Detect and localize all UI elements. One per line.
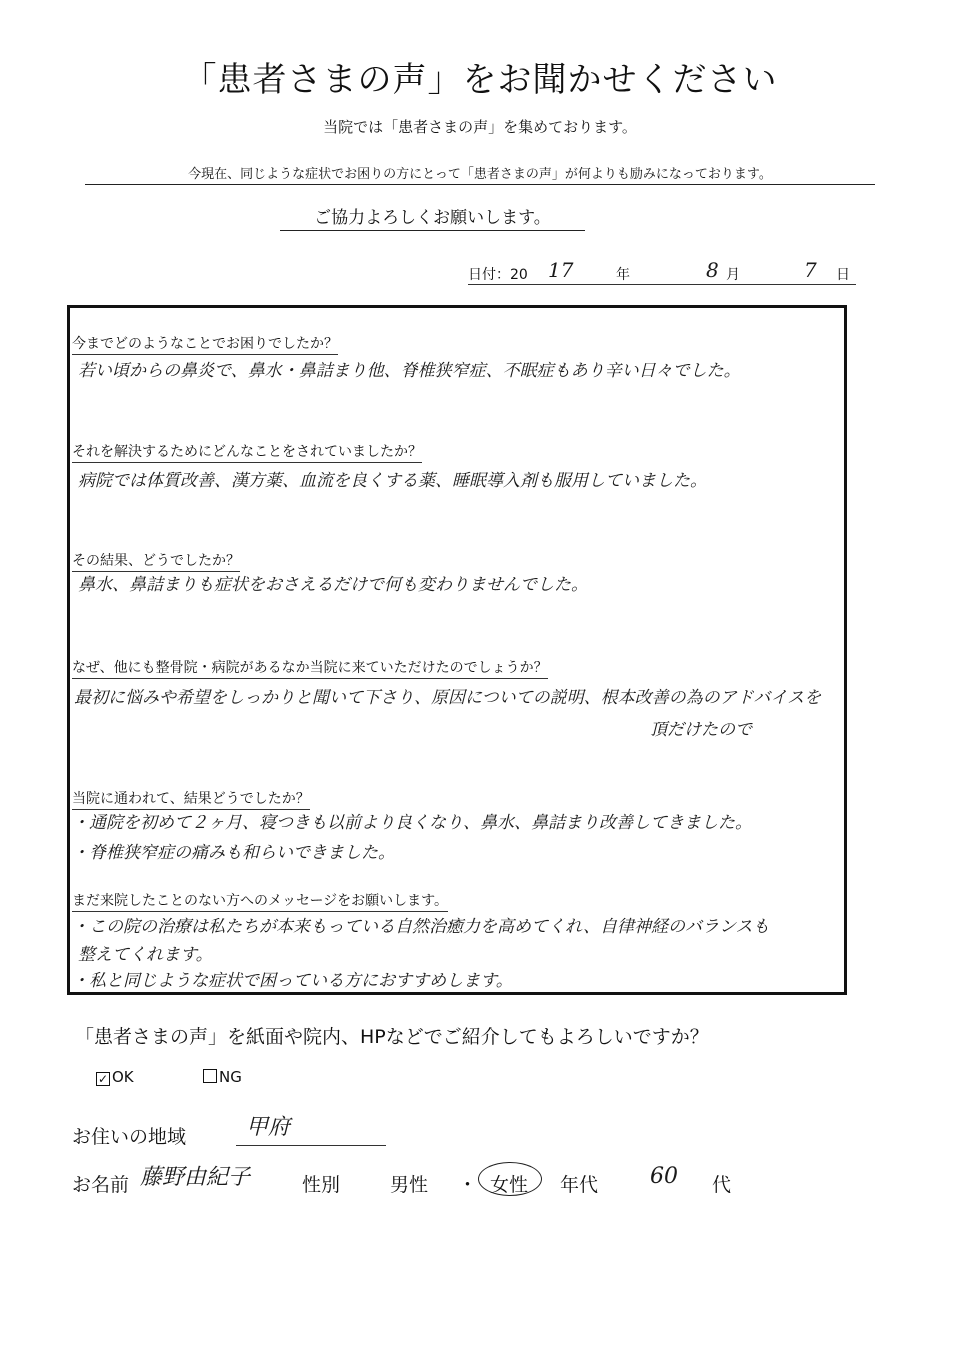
consent-ok-option[interactable] (96, 1068, 134, 1086)
name-label: お名前 (72, 1174, 130, 1196)
answer-3-line-1: 鼻水、鼻詰まりも症状をおさえるだけで何も変わりませんでした。 (78, 575, 588, 595)
date-year-label: 年 (616, 267, 630, 283)
form-request-text: ご協力よろしくお願いします。 (280, 203, 585, 231)
age-suffix: 代 (712, 1174, 732, 1196)
question-6: まだ来院したことのない方へのメッセージをお願いします。 (72, 890, 448, 912)
answer-5-line-2: ・脊椎狭窄症の痛みも和らいできました。 (72, 843, 395, 863)
ng-checkbox-icon[interactable] (203, 1069, 217, 1083)
consent-question: 「患者さまの声」を紙面や院内、HPなどでご紹介してもよろしいですか？ (75, 1026, 709, 1048)
question-3: その結果、どうでしたか？ (72, 550, 240, 572)
gender-male-option[interactable]: 男性 (390, 1174, 429, 1196)
answer-4-line-1: 最初に悩みや希望をしっかりと聞いて下さり、原因についての説明、根本改善の為のアドバイスを (74, 688, 822, 708)
form-title: 「患者さまの声」をお聞かせください (182, 60, 778, 100)
area-underline (236, 1145, 386, 1146)
answer-6-line-3: ・私と同じような症状で困っている方におすすめします。 (72, 971, 513, 991)
gender-separator: ・ (458, 1174, 478, 1196)
answer-6-line-1: ・この院の治療は私たちが本来もっている自然治癒力を高めてくれ、自律神経のバランスも (72, 917, 770, 937)
answer-1-line-1: 若い頃からの鼻炎で、鼻水・鼻詰まり他、脊椎狭窄症、不眠症もあり辛い日々でした。 (78, 361, 741, 381)
question-2: それを解決するためにどんなことをされていましたか？ (72, 441, 422, 463)
consent-ok-label: OK (112, 1068, 134, 1086)
question-1: 今までどのようなことでお困りでしたか？ (72, 333, 338, 355)
question-5: 当院に通われて、結果どうでしたか？ (72, 788, 310, 810)
area-value: 甲府 (246, 1115, 291, 1140)
age-value: 60 (650, 1164, 678, 1189)
answer-5-line-1: ・通院を初めて２ヶ月、寝つきも以前より良くなり、鼻水、鼻詰まり改善してきました。 (72, 813, 752, 833)
age-label: 年代 (560, 1174, 599, 1196)
date-row (468, 258, 858, 286)
ok-checkbox-checked-icon[interactable]: ✓ (97, 1072, 109, 1086)
answer-4-line-2: 頂だけたので (650, 720, 752, 740)
date-year-value: 17 (548, 258, 574, 282)
answer-6-line-2: 整えてくれます。 (78, 945, 213, 965)
area-label: お住いの地域 (72, 1126, 187, 1148)
name-value: 藤野由紀子 (140, 1165, 251, 1190)
female-selected-circle (478, 1162, 542, 1196)
answer-2-line-1: 病院では体質改善、漢方薬、血流を良くする薬、睡眠導入剤も服用していました。 (78, 471, 707, 491)
form-subtitle: 当院では「患者さまの声」を集めております。 (323, 118, 637, 136)
date-underline (468, 284, 856, 285)
gender-label: 性別 (302, 1174, 341, 1196)
date-day-value: 7 (804, 258, 817, 282)
date-month-label: 月 (726, 267, 740, 283)
date-label: 日付：20 (468, 267, 528, 283)
gender-female-option[interactable]: 女性 (490, 1174, 529, 1196)
question-4: なぜ、他にも整骨院・病院があるなか当院に来ていただけたのでしょうか？ (72, 657, 548, 679)
consent-ng-label: NG (219, 1068, 242, 1086)
form-lead-text: 今現在、同じような症状でお困りの方にとって「患者さまの声」が何よりも励みになっております。 (85, 163, 875, 185)
date-day-label: 日 (836, 267, 850, 283)
consent-ng-option[interactable] (203, 1068, 242, 1086)
date-month-value: 8 (706, 258, 719, 282)
